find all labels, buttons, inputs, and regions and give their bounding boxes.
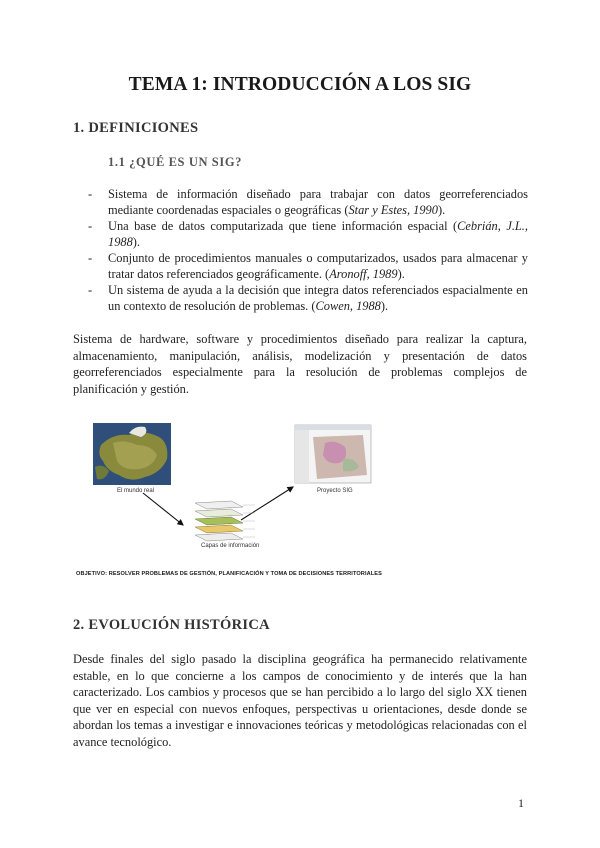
europe-satellite-image <box>93 423 171 485</box>
page-number: 1 <box>518 796 524 810</box>
subsection-heading-que-es-sig: 1.1 ¿QUÉ ES UN SIG? <box>108 155 242 169</box>
definition-item <box>88 282 528 314</box>
definitions-list <box>88 186 528 314</box>
figure-objective-caption: OBJETIVO: RESOLVER PROBLEMAS DE GESTIÓN, PLANIFICACIÓN Y TOMA DE DECISIONES TERRITORIALES <box>76 571 382 577</box>
gis-project-image <box>295 425 371 483</box>
bullet-marker: - <box>88 187 93 201</box>
sig-definition-paragraph: Sistema de hardware, software y procedimientos diseñado para realizar la captura, almacenamiento, manipulación, análisis, modelización y presentación de datos georreferenciados especialmente para la resolución de problemas complejos de planificación y gestión. <box>73 332 527 396</box>
bullet-marker: - <box>88 283 93 297</box>
definition-item <box>88 250 528 282</box>
information-layers-stack <box>195 501 255 541</box>
bullet-marker: - <box>88 219 93 233</box>
caption-information-layers: Capas de información <box>201 543 260 549</box>
evolution-paragraph: Desde finales del siglo pasado la disciplina geográfica ha permanecido relativamente estable, en lo que concierne a los campos de conocimiento y de interés que la han caracterizado. Los cambios y procesos que se han percibido a lo largo del siglo XX tienen que ver en especial con nuevos enfoques, perspectivas u orientaciones, desde donde se abordan los temas a investigar e innovaciones teóricas y metodológicas relacionadas con el avance tecnológico. <box>73 652 527 749</box>
definition-text: Sistema de información diseñado para trabajar con datos georreferenciados mediante coordenadas espaciales o geográficas ( <box>108 187 528 217</box>
citation-close: ). <box>397 267 405 281</box>
citation: Cowen, 1988 <box>315 299 381 313</box>
bullet-marker: - <box>88 251 93 265</box>
arrow-to-project <box>241 487 293 520</box>
definition-text: Una base de datos computarizada que tiene información espacial ( <box>108 219 458 233</box>
section-heading-evolucion: 2. EVOLUCIÓN HISTÓRICA <box>73 617 270 633</box>
citation-close: ). <box>132 235 141 249</box>
page-title: TEMA 1: INTRODUCCIÓN A LOS SIG <box>128 74 472 95</box>
definition-text: Un sistema de ayuda a la decisión que integra datos referenciados espacialmente en un contexto de resolución de problemas. ( <box>108 283 528 313</box>
citation-close: ). <box>380 299 389 313</box>
sig-diagram-figure <box>73 415 393 585</box>
definition-item <box>88 218 528 250</box>
section-heading-definiciones: 1. DEFINICIONES <box>73 120 199 136</box>
definition-item <box>88 186 528 218</box>
citation: Cebrián, J.L., 1988 <box>108 219 528 249</box>
caption-real-world: El mundo real <box>117 488 155 494</box>
citation: Aronoff, 1989 <box>329 267 398 281</box>
citation: Star y Estes, 1990 <box>348 203 438 217</box>
arrow-to-layers <box>143 493 183 525</box>
citation-close: ). <box>437 203 446 217</box>
caption-gis-project: Proyecto SIG <box>317 488 353 494</box>
definition-text: Conjunto de procedimientos manuales o computarizados, usados para almacenar y tratar datos referenciados geográficamente. ( <box>108 251 528 281</box>
